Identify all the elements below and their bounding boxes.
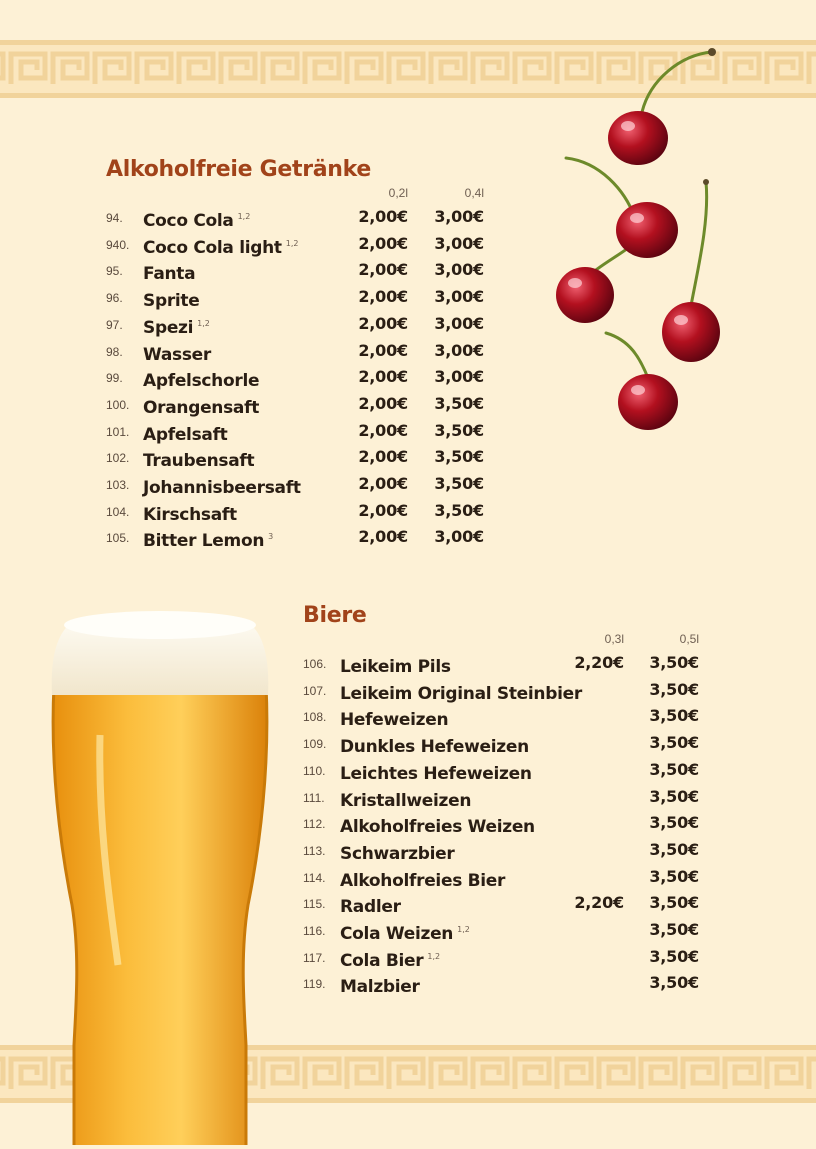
- menu-item: [303, 917, 703, 943]
- item-number: 99.: [106, 371, 123, 386]
- size-label-small: 0,2l: [388, 186, 408, 200]
- price-large: 3,00€: [434, 260, 484, 280]
- price-small: 2,20€: [574, 893, 624, 913]
- menu-item: [106, 231, 496, 257]
- item-number: 105.: [106, 531, 130, 546]
- item-name: [143, 498, 241, 528]
- price-large: 3,50€: [434, 500, 484, 520]
- price-large: 3,00€: [434, 313, 484, 333]
- item-number: 940.: [106, 237, 130, 252]
- item-name: [340, 970, 424, 1000]
- price-large: 3,50€: [649, 733, 699, 753]
- allergen-note: 1,2: [285, 238, 299, 248]
- allergen-note: 1,2: [237, 212, 251, 221]
- price-large: 3,00€: [434, 287, 484, 307]
- item-name-text: Johannisbeersaft: [143, 478, 301, 498]
- item-name: [340, 757, 536, 787]
- price-small: 2,00€: [358, 474, 408, 493]
- item-number: 119.: [303, 977, 326, 992]
- menu-item: [106, 524, 496, 550]
- beers-title: Biere: [303, 603, 367, 628]
- price-large: 3,50€: [649, 839, 699, 859]
- price-large: 3,50€: [649, 706, 699, 726]
- item-name: [143, 364, 263, 394]
- menu-item: [106, 257, 496, 283]
- menu-item: [303, 757, 703, 783]
- price-large: 3,50€: [649, 679, 699, 699]
- item-name-text: Kirschsaft: [143, 504, 237, 525]
- item-name-text: Wasser: [143, 344, 211, 365]
- item-number: 104.: [106, 504, 130, 519]
- item-name-text: Kristallweizen: [340, 790, 472, 811]
- price-large: 3,50€: [434, 393, 484, 413]
- price-small: 2,00€: [358, 447, 408, 467]
- price-small: 2,20€: [574, 653, 624, 672]
- menu-item: [303, 784, 703, 810]
- item-name: [143, 204, 250, 234]
- softdrinks-title: Alkoholfreie Getränke: [106, 157, 372, 182]
- price-large: 3,50€: [434, 420, 484, 440]
- item-number: 107.: [303, 683, 327, 698]
- size-label-small: 0,3l: [604, 632, 624, 646]
- price-small: 2,00€: [358, 340, 408, 360]
- item-number: 109.: [303, 737, 327, 752]
- menu-item: [106, 364, 496, 390]
- menu-item: [303, 677, 703, 703]
- price-large: 3,50€: [649, 866, 699, 886]
- size-label-large: 0,5l: [679, 632, 699, 646]
- allergen-note: 1,2: [197, 318, 210, 328]
- menu-item: [106, 498, 496, 524]
- item-name-text: Bitter Lemon: [143, 531, 265, 552]
- price-small: 2,00€: [358, 500, 408, 520]
- item-number: 96.: [106, 291, 123, 306]
- allergen-note: 1,2: [457, 925, 470, 934]
- price-small: 2,00€: [358, 393, 408, 413]
- menu-item: [106, 471, 496, 497]
- price-large: 3,50€: [649, 786, 699, 806]
- item-name-text: Alkoholfreies Bier: [340, 870, 506, 891]
- item-number: 115.: [303, 897, 326, 912]
- menu-item: [106, 311, 496, 337]
- menu-item: [106, 338, 496, 364]
- item-name: [340, 810, 539, 840]
- price-large: 3,50€: [649, 946, 699, 966]
- item-name: [340, 944, 440, 974]
- price-large: 3,50€: [434, 474, 484, 493]
- item-name: [143, 391, 263, 421]
- price-small: 2,00€: [358, 527, 408, 547]
- item-name: [143, 471, 305, 501]
- item-number: 94.: [106, 211, 123, 225]
- item-number: 98.: [106, 344, 123, 359]
- item-name: [143, 284, 203, 314]
- menu-item: [303, 864, 703, 890]
- item-name-text: Coco Cola light: [143, 237, 282, 258]
- item-name-text: Alkoholfreies Weizen: [340, 817, 535, 838]
- menu-item: [106, 284, 496, 310]
- item-name: [340, 677, 586, 707]
- price-small: 2,00€: [358, 207, 408, 226]
- item-name: [340, 917, 470, 947]
- menu-item: [303, 944, 703, 970]
- menu-item: [303, 730, 703, 756]
- price-small: 2,00€: [358, 233, 408, 253]
- item-number: 101.: [106, 424, 130, 439]
- item-number: 116.: [303, 924, 326, 938]
- allergen-note: 3: [268, 532, 274, 542]
- item-name-text: Dunkles Hefeweizen: [340, 737, 529, 758]
- price-large: 3,50€: [649, 973, 699, 993]
- price-large: 3,50€: [649, 893, 699, 913]
- item-number: 100.: [106, 397, 130, 412]
- item-name: [143, 257, 199, 287]
- item-name-text: Sprite: [143, 291, 200, 312]
- price-small: 2,00€: [358, 260, 408, 280]
- item-name-text: Traubensaft: [143, 451, 255, 472]
- menu-item: [106, 391, 496, 417]
- item-name-text: Coco Cola: [143, 211, 234, 231]
- item-name: [340, 864, 509, 894]
- item-number: 97.: [106, 317, 123, 332]
- price-large: 3,00€: [434, 233, 484, 253]
- price-large: 3,00€: [434, 340, 484, 360]
- item-name-text: Apfelschorle: [143, 371, 260, 392]
- item-name-text: Cola Bier: [340, 950, 424, 971]
- menu-item: [106, 418, 496, 444]
- item-number: 103.: [106, 478, 130, 492]
- item-name-text: Leikeim Original Steinbier: [340, 683, 582, 704]
- price-large: 3,00€: [434, 527, 484, 547]
- price-large: 3,50€: [434, 447, 484, 467]
- price-large: 3,00€: [434, 367, 484, 387]
- item-name-text: Apfelsaft: [143, 424, 228, 445]
- item-number: 110.: [303, 763, 326, 778]
- price-small: 2,00€: [358, 313, 408, 333]
- menu-item: [303, 837, 703, 863]
- menu-item: [106, 444, 496, 470]
- price-small: 2,00€: [358, 367, 408, 387]
- item-number: 111.: [303, 790, 325, 805]
- menu-item: [106, 204, 496, 230]
- item-name: [340, 703, 452, 733]
- menu-item: [303, 650, 703, 676]
- item-number: 106.: [303, 657, 327, 671]
- item-number: 112.: [303, 817, 326, 832]
- item-name: [143, 444, 258, 474]
- item-name: [143, 524, 273, 554]
- item-name: [143, 418, 232, 448]
- wheat-beer-glass-image: [40, 605, 280, 1149]
- price-large: 3,50€: [649, 920, 699, 939]
- cherries-image: [540, 40, 740, 444]
- menu-item: [303, 703, 703, 729]
- item-name-text: Leichtes Hefeweizen: [340, 763, 532, 784]
- item-name: [143, 311, 210, 341]
- price-large: 3,50€: [649, 813, 699, 833]
- allergen-note: 1,2: [427, 951, 441, 961]
- menu-item: [303, 890, 703, 916]
- item-name: [143, 338, 215, 368]
- item-number: 95.: [106, 264, 123, 279]
- price-large: 3,50€: [649, 653, 699, 672]
- item-name: [340, 837, 459, 867]
- item-name-text: Malzbier: [340, 977, 420, 998]
- item-name: [340, 784, 475, 814]
- item-name-text: Leikeim Pils: [340, 657, 451, 677]
- price-large: 3,50€: [649, 759, 699, 779]
- item-name-text: Hefeweizen: [340, 710, 449, 731]
- menu-item: [303, 810, 703, 836]
- price-small: 2,00€: [358, 420, 408, 440]
- size-label-large: 0,4l: [464, 186, 484, 200]
- menu-item: [303, 970, 703, 996]
- item-name: [340, 650, 455, 680]
- item-number: 108.: [303, 710, 327, 725]
- item-name-text: Radler: [340, 897, 401, 918]
- item-number: 102.: [106, 451, 130, 466]
- item-name: [143, 231, 299, 261]
- price-large: 3,00€: [434, 207, 484, 226]
- item-number: 113.: [303, 843, 326, 858]
- price-small: 2,00€: [358, 287, 408, 307]
- item-name-text: Spezi: [143, 317, 194, 338]
- item-name: [340, 730, 533, 760]
- item-name-text: Schwarzbier: [340, 843, 455, 864]
- item-name-text: Cola Weizen: [340, 924, 454, 944]
- item-number: 117.: [303, 950, 326, 965]
- item-name-text: Orangensaft: [143, 397, 260, 418]
- item-number: 114.: [303, 870, 326, 885]
- item-name: [340, 890, 405, 920]
- item-name-text: Fanta: [143, 264, 196, 285]
